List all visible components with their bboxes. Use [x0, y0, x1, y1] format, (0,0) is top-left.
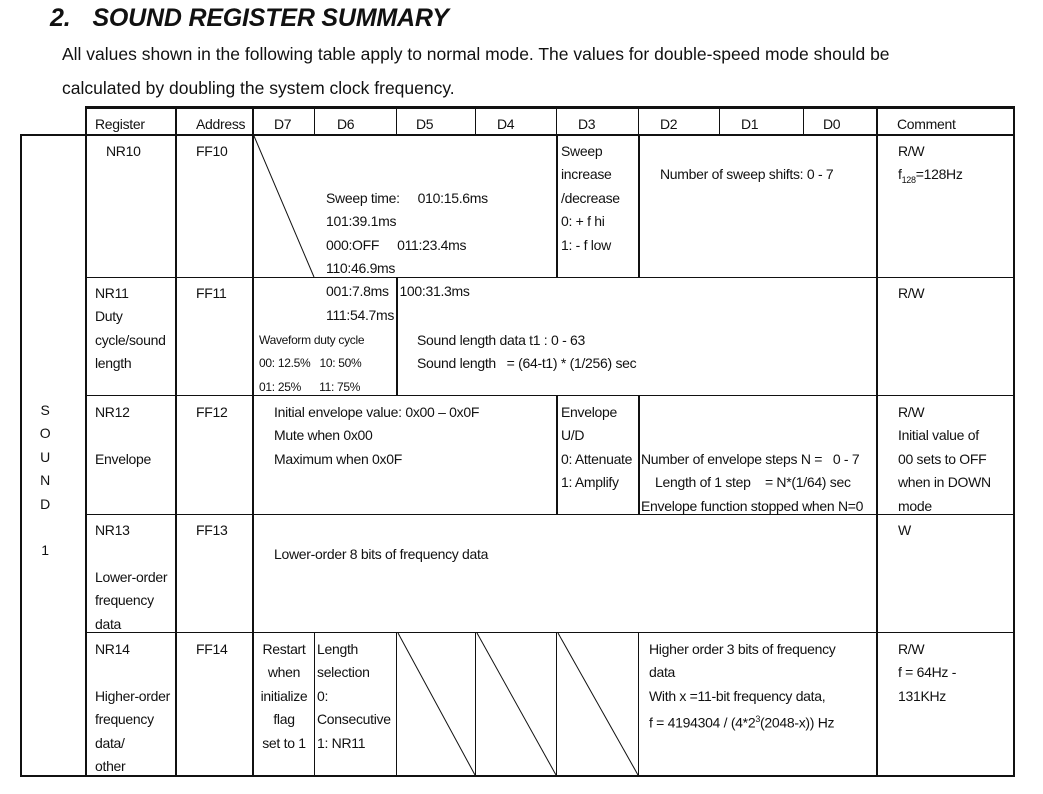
nr10-comment: R/W $f_{128}=128Hz$	[898, 143, 963, 186]
nr12-register: NR12 Envelope	[95, 404, 151, 467]
nr11-address: FF11	[196, 285, 227, 301]
header-d0: D0	[823, 116, 841, 132]
nr10-register: NR10	[106, 143, 141, 159]
nr12-envelope-direction: Envelope U/D 0: Attenuate 1: Amplify	[561, 404, 633, 491]
nr10-sweep-time: Sweep time: 010:15.6ms 101:39.1ms 000:OFF 011:23.4ms 110:46.9ms 001:7.8ms 100:31.3ms 111:54.7ms	[326, 189, 488, 323]
header-d7: D7	[274, 116, 292, 132]
nr11-comment: R/W	[898, 285, 925, 301]
intro-line-1: All values shown in the following table apply to normal mode. The values for double-speed mode should be	[62, 44, 890, 64]
nr14-address: FF14	[196, 641, 228, 657]
nr14-comment: R/W f = 64Hz - 131KHz	[898, 641, 957, 704]
section-number: 2.	[50, 4, 71, 32]
nr14-restart-flag: Restart when initialize flag set to 1	[260, 641, 308, 751]
side-label: S O U N D 1	[39, 402, 51, 559]
header-d6: D6	[337, 116, 355, 132]
nr11-sound-length: Sound length data t1 : 0 - 63 Sound length = (64-t1) * (1/256) sec	[417, 331, 637, 372]
nr12-envelope-steps: Number of envelope steps N = 0 - 7 Length of 1 step = N*(1/64) sec Envelope function stopped when N=0	[641, 450, 864, 514]
nr14-frequency-formula: $f = 4194304 / (4*2^3(2048-x))$ Hz	[649, 714, 835, 731]
header-register: Register	[95, 116, 145, 132]
header-d2: D2	[660, 116, 678, 132]
nr14-frequency-high: Higher order 3 bits of frequency data With x =11-bit frequency data, $f = 4194304 / (4*2^3(2048-x))$ Hz	[649, 638, 836, 735]
nr11-register: NR11 Duty cycle/sound length	[95, 285, 166, 372]
nr13-register: NR13 Lower-order frequency data	[95, 522, 168, 632]
nr12-initial-envelope: Initial envelope value: 0x00 – 0x0F Mute when 0x00 Maximum when 0x0F	[274, 404, 480, 467]
nr14-length-selection: Length selection 0: Consecutive 1: NR11	[317, 641, 391, 751]
nr10-sweep-shifts: Number of sweep shifts: 0 - 7	[660, 166, 834, 182]
nr14-register: NR14 Higher-order frequency data/ other	[95, 641, 170, 775]
header-comment: Comment	[897, 116, 956, 132]
nr12-comment: R/W Initial value of 00 sets to OFF when in DOWN mode	[898, 404, 991, 514]
intro-line-2: calculated by doubling the system clock frequency.	[62, 78, 455, 98]
header-d1: D1	[741, 116, 759, 132]
section-title: SOUND REGISTER SUMMARY	[92, 4, 449, 32]
header-d3: D3	[578, 116, 596, 132]
header-address: Address	[196, 116, 246, 132]
nr13-address: FF13	[196, 522, 228, 538]
nr10-address: FF10	[196, 143, 228, 159]
nr13-frequency-low: Lower-order 8 bits of frequency data	[274, 546, 489, 562]
nr12-address: FF12	[196, 404, 228, 420]
header-d5: D5	[416, 116, 434, 132]
nr11-duty-cycle: Waveform duty cycle 00: 12.5% 10: 50% 01: 25% 11: 75%	[259, 332, 365, 394]
header-d4: D4	[497, 116, 515, 132]
nr10-sweep-direction: Sweep increase /decrease 0: + f hi 1: - f low	[561, 143, 620, 253]
nr13-comment: W	[898, 522, 911, 538]
